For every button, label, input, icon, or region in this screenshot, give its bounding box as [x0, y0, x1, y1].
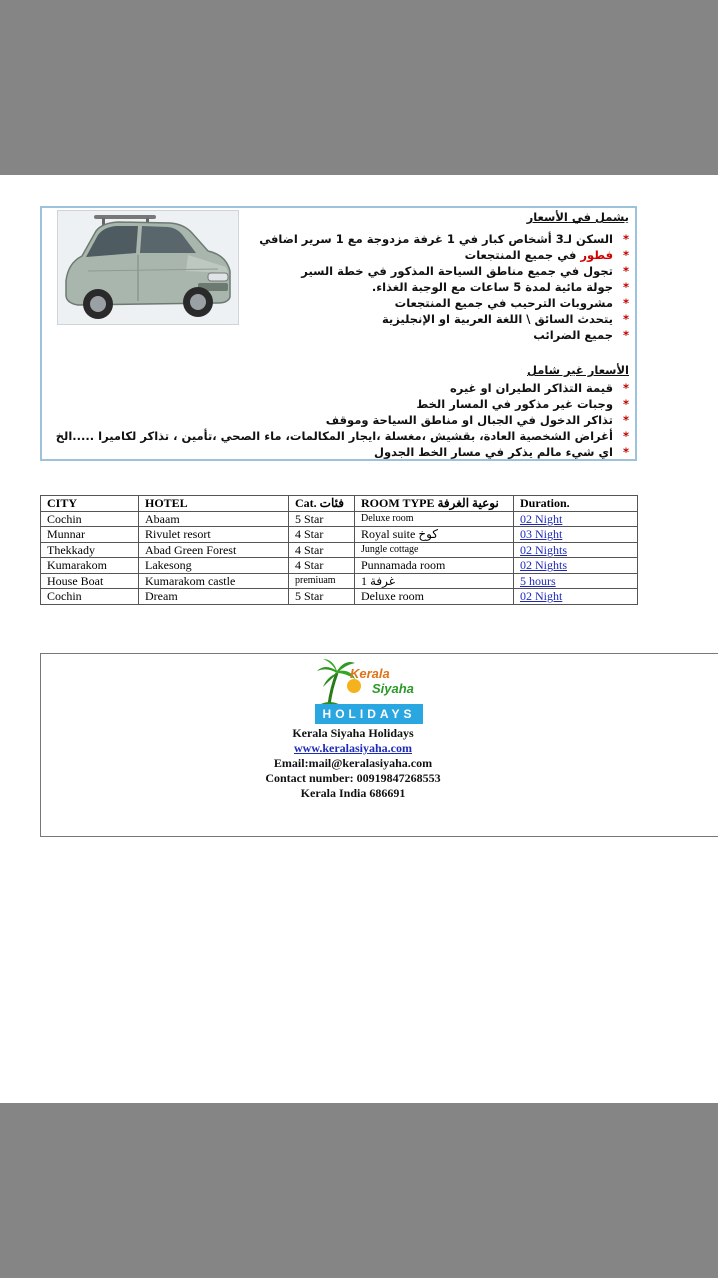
cell-duration: [514, 558, 638, 574]
cell-city: Munnar: [41, 527, 139, 543]
table-row: [41, 573, 638, 589]
table-row: [41, 589, 638, 605]
list-item: *مشروبات الترحيب في جميع المنتجعات: [394, 296, 629, 310]
cell-hotel: Kumarakom castle: [139, 573, 289, 589]
inclusions-title: يشمل في الأسعار: [526, 210, 629, 224]
cell-room-type: Deluxe room: [355, 589, 514, 605]
duration-link[interactable]: 02 Nights: [520, 558, 568, 572]
list-item: *فطور في جميع المنتجعات: [464, 248, 629, 262]
cell-category: 5 Star: [289, 511, 355, 527]
car-photo: [57, 210, 239, 325]
contact-number: Contact number: 00919847268553: [265, 771, 441, 785]
table-row: [41, 511, 638, 527]
list-item: *أغراض الشخصية العادة، بقشيش ،مغسلة ،ايجار المكالمات، ماء الصحي ،تأمين ، تذاكر لكاميرا .....الخ: [55, 429, 629, 443]
company-logo: [315, 657, 423, 727]
duration-link[interactable]: 5 hours: [520, 573, 556, 588]
cell-room-type: Royal suite كوخ: [355, 527, 514, 543]
cell-city: House Boat: [41, 573, 139, 589]
cell-duration: [514, 511, 638, 527]
header-room-type: ROOM TYPE نوعية الغرفة: [355, 496, 514, 512]
email-text: Email:mail@keralasiyaha.com: [273, 756, 433, 770]
cell-room-type: 1 غرفة: [355, 573, 514, 589]
list-item: *تذاكر الدخول في الجبال او مناطق السياحة وموقف: [325, 413, 629, 427]
table-header-row: [41, 496, 638, 512]
cell-city: Kumarakom: [41, 558, 139, 574]
list-item: *السكن لـ3 أشخاص كبار في 1 غرفة مزدوجة مع 1 سرير اضافي: [259, 232, 629, 246]
cell-room-type: Deluxe room: [355, 511, 514, 527]
cell-category: 4 Star: [289, 542, 355, 558]
cell-duration: [514, 527, 638, 543]
top-gray-band: [0, 0, 718, 175]
table-row: [41, 542, 638, 558]
company-footer-box: [40, 653, 718, 837]
list-item: *يتحدث السائق \ اللغة العربية او الإنجليزية: [381, 312, 629, 326]
cell-category: 4 Star: [289, 558, 355, 574]
hotel-table: [40, 495, 638, 605]
logo-holidays-band: HOLIDAYS: [315, 704, 423, 724]
header-duration: Duration.: [514, 496, 638, 512]
cell-duration: [514, 542, 638, 558]
duration-link[interactable]: 02 Night: [520, 589, 563, 603]
list-item: *جميع الضرائب: [533, 328, 629, 342]
cell-hotel: Dream: [139, 589, 289, 605]
company-name: Kerala Siyaha Holidays: [292, 726, 414, 740]
header-city: CITY: [41, 496, 139, 512]
exclusions-list: [56, 380, 629, 460]
logo-siyaha-text: Siyaha: [372, 681, 414, 696]
cell-hotel: Abaam: [139, 511, 289, 527]
cell-city: Thekkady: [41, 542, 139, 558]
price-inclusions-box: [40, 206, 637, 461]
address-text: Kerala India 686691: [300, 786, 406, 800]
cell-room-type: Jungle cottage: [355, 542, 514, 558]
list-item: *جولة مائية لمدة 5 ساعات مع الوجبة الغذاء.: [371, 280, 629, 294]
contact-block: [41, 726, 665, 801]
cell-category: premiuam: [289, 573, 355, 589]
website-link[interactable]: www.keralasiyaha.com: [294, 741, 412, 755]
list-item: *وجبات غير مذكور في المسار الخط: [416, 397, 629, 411]
table-row: [41, 527, 638, 543]
header-hotel: HOTEL: [139, 496, 289, 512]
cell-room-type: Punnamada room: [355, 558, 514, 574]
bottom-gray-band: [0, 1103, 718, 1278]
cell-city: Cochin: [41, 511, 139, 527]
document-page: [0, 175, 718, 1103]
cell-duration: [514, 589, 638, 605]
cell-category: 4 Star: [289, 527, 355, 543]
list-item: *قيمة التذاكر الطيران او غيره: [450, 381, 629, 395]
cell-hotel: Rivulet resort: [139, 527, 289, 543]
list-item: *تجول في جميع مناطق السياحة المذكور في خطة السير: [301, 264, 629, 278]
header-category: Cat. فئات: [289, 496, 355, 512]
cell-hotel: Abad Green Forest: [139, 542, 289, 558]
exclusions-title: الأسعار غير شامل: [527, 363, 629, 377]
duration-link[interactable]: 02 Night: [520, 511, 563, 526]
duration-link[interactable]: 03 Night: [520, 527, 563, 541]
inclusions-list: [259, 231, 629, 343]
table-row: [41, 558, 638, 574]
list-item: *اي شيء مالم يذكر في مسار الخط الجدول: [373, 445, 629, 459]
duration-link[interactable]: 02 Nights: [520, 542, 568, 557]
cell-hotel: Lakesong: [139, 558, 289, 574]
cell-duration: [514, 573, 638, 589]
logo-kerala-text: Kerala: [350, 666, 390, 681]
cell-category: 5 Star: [289, 589, 355, 605]
cell-city: Cochin: [41, 589, 139, 605]
